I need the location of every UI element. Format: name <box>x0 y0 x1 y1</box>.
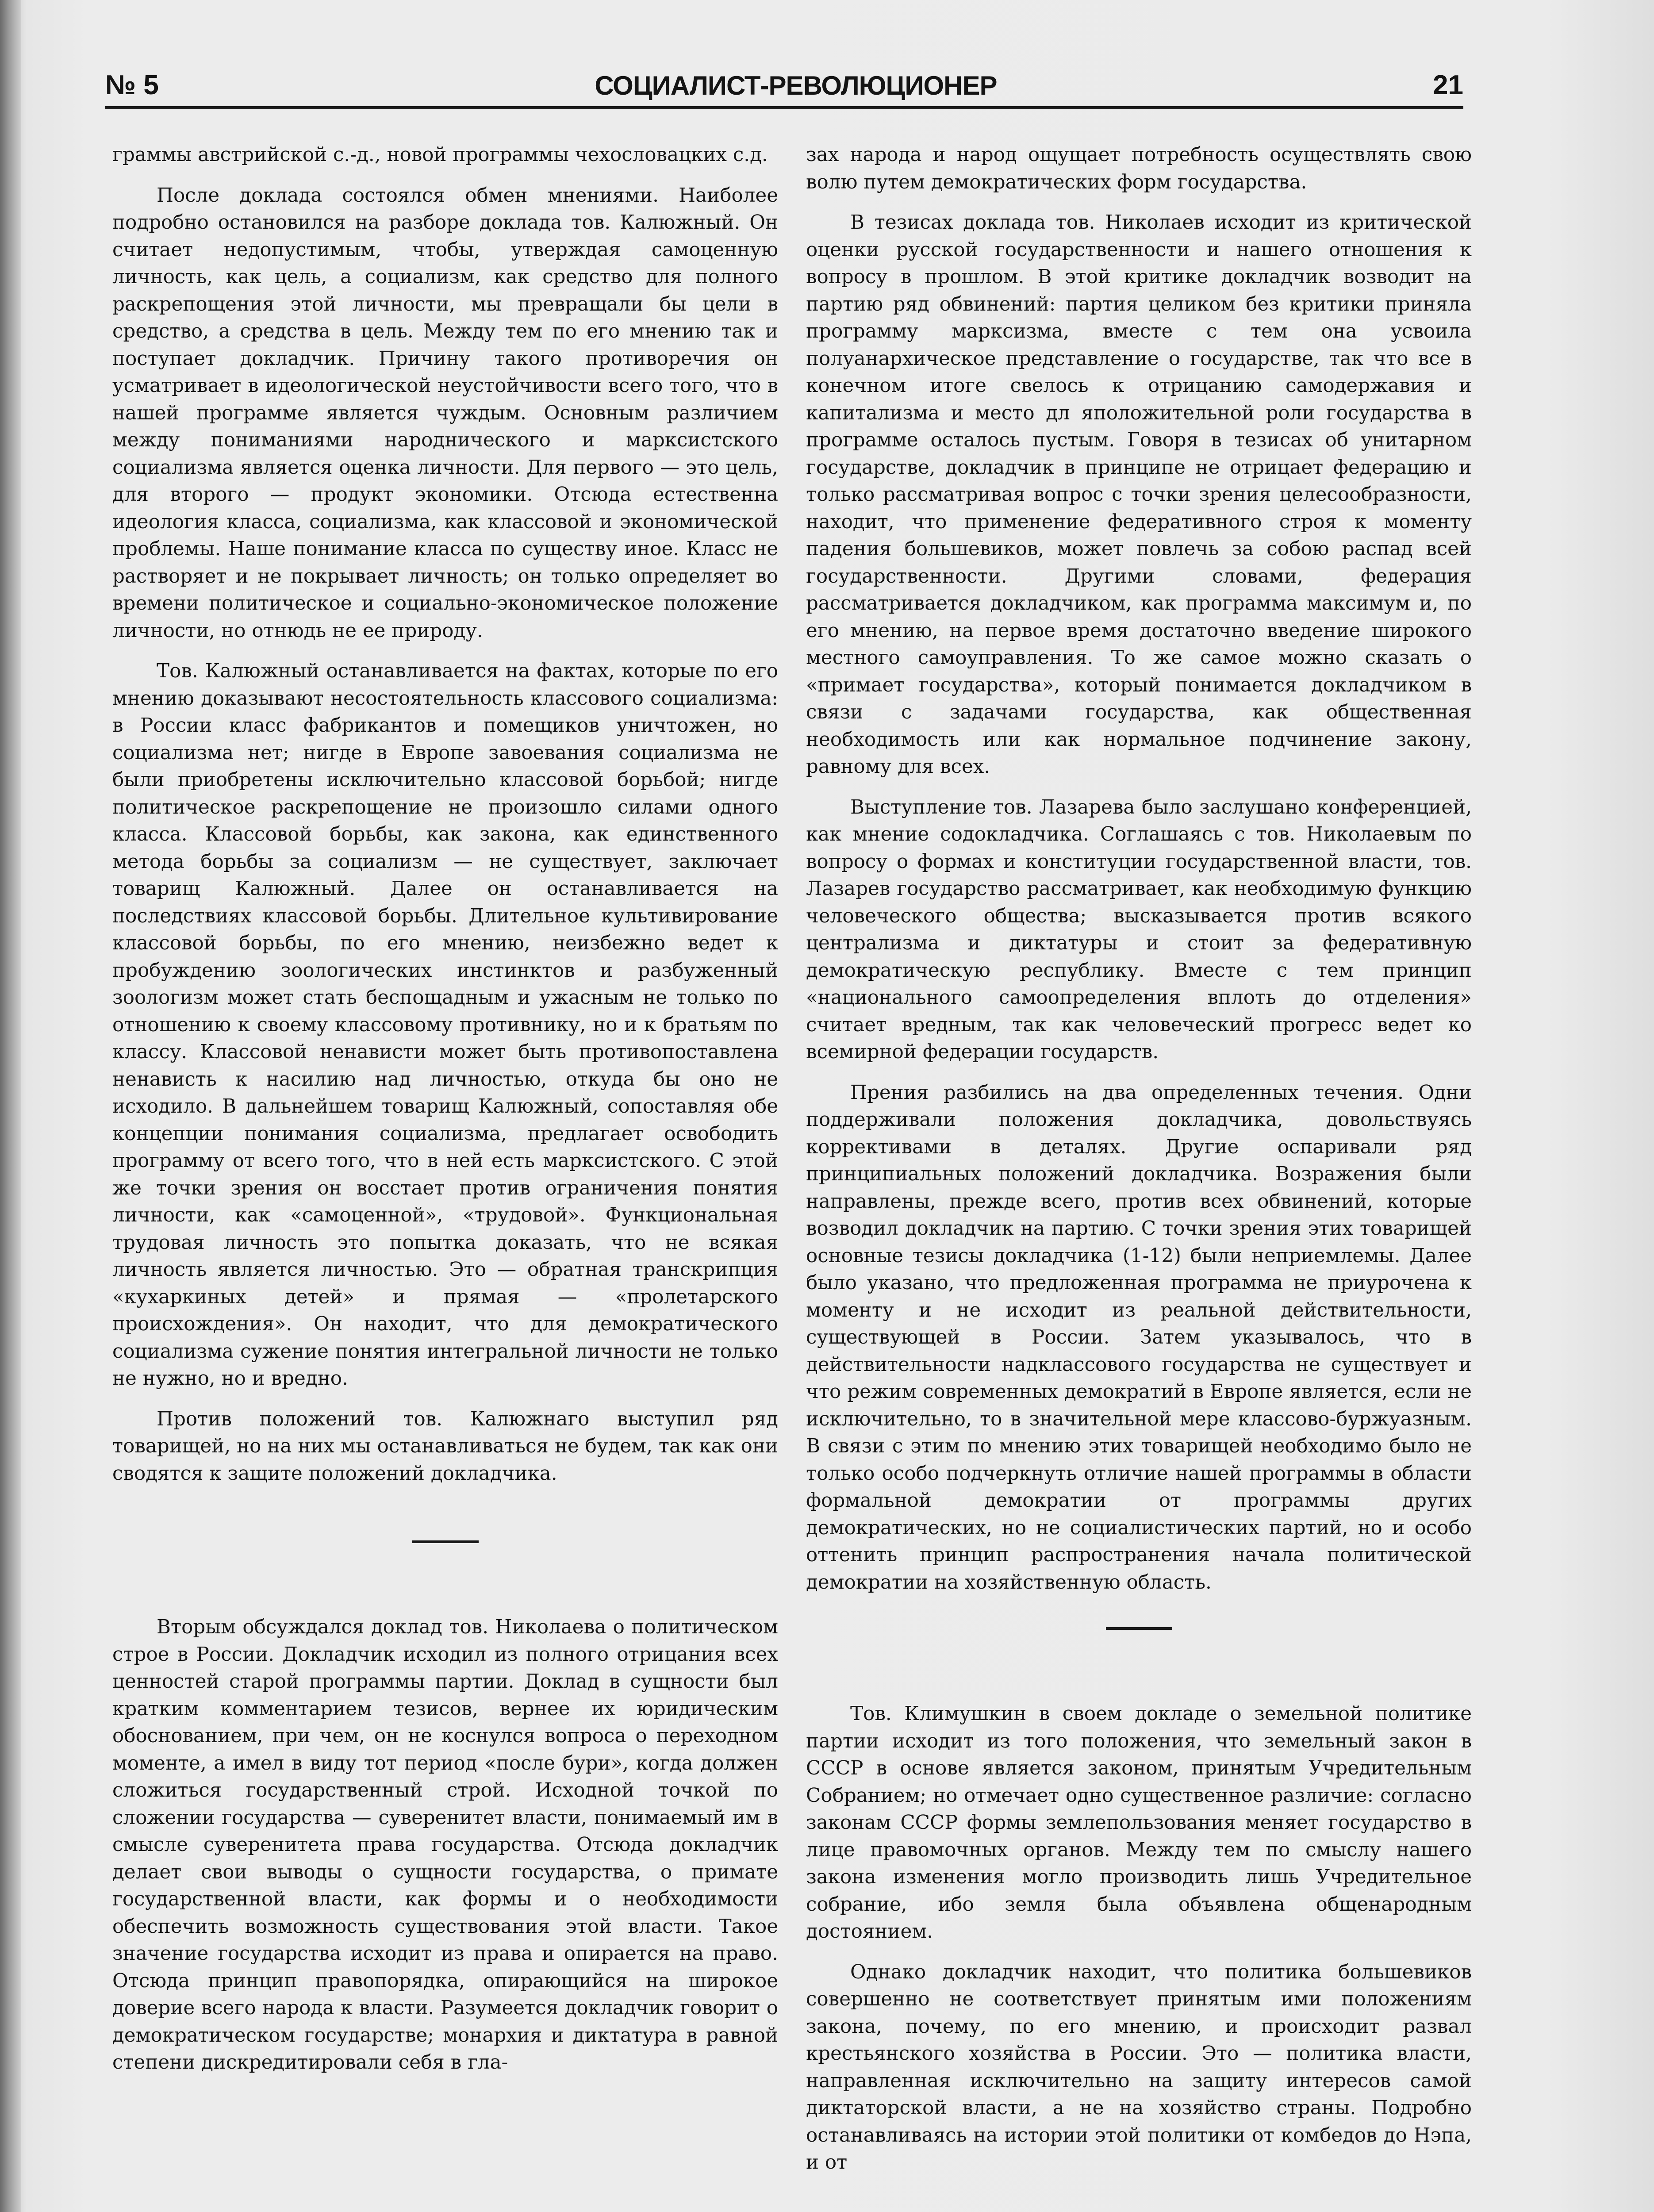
page-number: 21 <box>1433 70 1463 100</box>
binding-edge <box>0 0 21 2212</box>
paragraph: После доклада состоялся обмен мнениями. Наиболее подробно остановился на разборе доклада тов. Калюжный. Он считает недопустимым, чтобы, утверждая самоценную личность, как цель, а социализм, как средство для полного раскрепощения этой личности, мы превращали бы цели в средство, а средства в цель. Между тем по его мнению так и поступает докладчик. Причину такого противоречия он усматривает в идеологической неустойчивости всего того, что в нашей программе является чуждым. Основным различием между пониманиями народнического и марксистского социализма является оценка личности. Для первого — это цель, для второго — продукт экономики. Отсюда естественна идеология класса, социализма, как классовой и экономической проблемы. Наше понимание класса по существу иное. Класс не растворяет и не покрывает личность; он только определяет во времени политическое и социально-экономическое положение личности, но отнюдь не ее природу. <box>112 184 778 642</box>
paragraph: зах народа и народ ощущает потребность осуществлять свою волю путем демократических форм государства. <box>806 144 1472 193</box>
issue-number: № 5 <box>105 70 159 100</box>
publication-title: СОЦИАЛИСТ-РЕВОЛЮЦИОНЕР <box>595 71 997 100</box>
paragraph: Вторым обсуждался доклад тов. Николаева о политическом строе в России. Докладчик исходил из полного отрицания всех ценностей старой программы партии. Доклад в сущности был кратким комментарием тезисов, вернее их юридическим обоснованием, при чем, он не коснулся вопроса о переходном моменте, а имел в виду тот период «после бури», когда должен сложиться государственный строй. Исходной точкой по сложении государства — суверенитет власти, понимаемый им в смысле суверенитета права государства. Отсюда докладчик делает свои выводы о сущности государства, о примате государственной власти, как формы и о необходимости обеспечить возможность существования этой власти. Такое значение государства исходит из права и опирается на право. Отсюда принцип правопорядка, опирающийся на широкое доверие всего народа к власти. Разумеется докладчик говорит о демократическом государстве; монархия и диктатура в равной степени дискредитировали себя в гла- <box>112 1616 778 2074</box>
section-divider <box>412 1540 479 1543</box>
right-column <box>806 142 1472 2190</box>
left-column <box>112 142 778 2090</box>
paragraph: Тов. Калюжный останавливается на фактах, которые по его мнению доказывают несостоятельность классового социализма: в России класс фабрикантов и помещиков уничтожен, но социализма нет; нигде в Европе завоевания социализма не были приобретены исключительно классовой борьбой; нигде политическое раскрепощение не произошло силами одного класса. Классовой борьбы, как закона, как единственного метода борьбы за социализм — не существует, заключает товарищ Калюжный. Далее он останавливается на последствиях классовой борьбы. Длительное культивирование классовой борьбы, по его мнению, неизбежно ведет к пробуждению зоологических инстинктов и разбуженный зоологизм может стать беспощадным и ужасным не только по отношению к своему классовому противнику, но и к братьям по классу. Классовой ненависти может быть противопоставлена ненависть к насилию над личностью, откуда бы оно не исходило. В дальнейшем товарищ Калюжный, сопоставляя обе концепции понимания социализма, предлагает освободить программу от всего того, что в ней есть марксистского. С этой же точки зрения он восстает против ограничения понятия личности, как «самоценной», «трудовой». Функциональная трудовая личность это попытка доказать, что не всякая личность является личностью. Это — обратная транскрипция «кухаркиных детей» и прямая — «пролетарского происхождения». Он находит, что для демократического социализма сужение понятия интегральной личности не только не нужно, но и вредно. <box>112 660 778 1390</box>
page-header <box>105 57 1463 109</box>
paragraph: граммы австрийской с.-д., новой программы чехословацких с.д. <box>112 144 768 166</box>
paragraph: В тезисах доклада тов. Николаев исходит из критической оценки русской государственности и нашего отношения к вопросу в прошлом. В этой критике докладчик возводит на партию ряд обвинений: партия целиком без критики приняла программу марксизма, вместе с тем она усвоила полуанархическое представление о государстве, так что все в конечном итоге свелось к отрицанию самодержавия и капитализма и место дл яположительной роли государства в программе осталось пустым. Говоря в тезисах об унитарном государстве, докладчик в принципе не отрицает федерацию и только рассматривая вопрос с точки зрения целесообразности, находит, что применение федеративного строя к моменту падения большевиков, может повлечь за собою распад всей государственности. Другими словами, федерация рассматривается докладчиком, как программа максимум и, по его мнению, на первое время достаточно введение широкого местного самоуправления. То же самое можно сказать о «примает государства», который понимается докладчиком в связи с задачами государства, как общественная необходимость или как нормальное подчинение закону, равному для всех. <box>806 211 1472 778</box>
section-divider <box>1106 1627 1172 1630</box>
paragraph: Тов. Климушкин в своем докладе о земельной политике партии исходит из того положения, что земельный закон в СССР в основе является законом, принятым Учредительным Собранием; но отмечает одно существенное различие: согласно законам СССР формы землепользования меняет государство в лице правомочных органов. Между тем по смыслу нашего закона изменения могло производить лишь Учредительное собрание, ибо земля была объявлена общенародным достоянием. <box>806 1703 1472 1943</box>
paragraph: Выступление тов. Лазарева было заслушано конференцией, как мнение содокладчика. Соглашаясь с тов. Николаевым по вопросу о формах и конституции государственной власти, тов. Лазарев государство рассматривает, как необходимую функцию человеческого общества; высказывается против всякого централизма и диктатуры и стоит за федеративную демократическую республику. Вместе с тем принцип «национального самоопределения вплоть до отделения» считает вредным, так как человеческий прогресс ведет ко всемирной федерации государств. <box>806 796 1472 1063</box>
paragraph: Прения разбились на два определенных течения. Одни поддерживали положения докладчика, довольствуясь коррективами в деталях. Другие оспаривали ряд принципиальных положений докладчика. Возражения были направлены, прежде всего, против всех обвинений, которые возводил докладчик на партию. С точки зрения этих товарищей основные тезисы докладчика (1-12) были неприемлемы. Далее было указано, что предложенная программа не приурочена к моменту и не исходит из реальной действительности, существующей в России. Затем указывалось, что в действительности надклассового государства не существует и что режим современных демократий в Европе является, если не исключительно, то в значительной мере классово-буржуазным. В связи с этим по мнению этих товарищей необходимо было не только особо подчеркнуть отличие нашей программы в области формальной демократии от программы других демократических, но не социалистических партий, но и особо оттенить принцип распространения начала политической демократии на хозяйственную область. <box>806 1081 1472 1594</box>
paragraph: Однако докладчик находит, что политика большевиков совершенно не соответствует принятым ими положениям закона, почему, по его мнению, и происходит развал крестьянского хозяйства в России. Это — политика власти, направленная исключительно на защиту интересов самой диктаторской власти, а не на хозяйство страны. Подробно останавливаясь на истории этой политики от комбедов до Нэпа, и от <box>806 1961 1472 2174</box>
paragraph: Против положений тов. Калюжнаго выступил ряд товарищей, но на них мы останавливаться не будем, так как они сводятся к защите положений докладчика. <box>112 1408 778 1485</box>
